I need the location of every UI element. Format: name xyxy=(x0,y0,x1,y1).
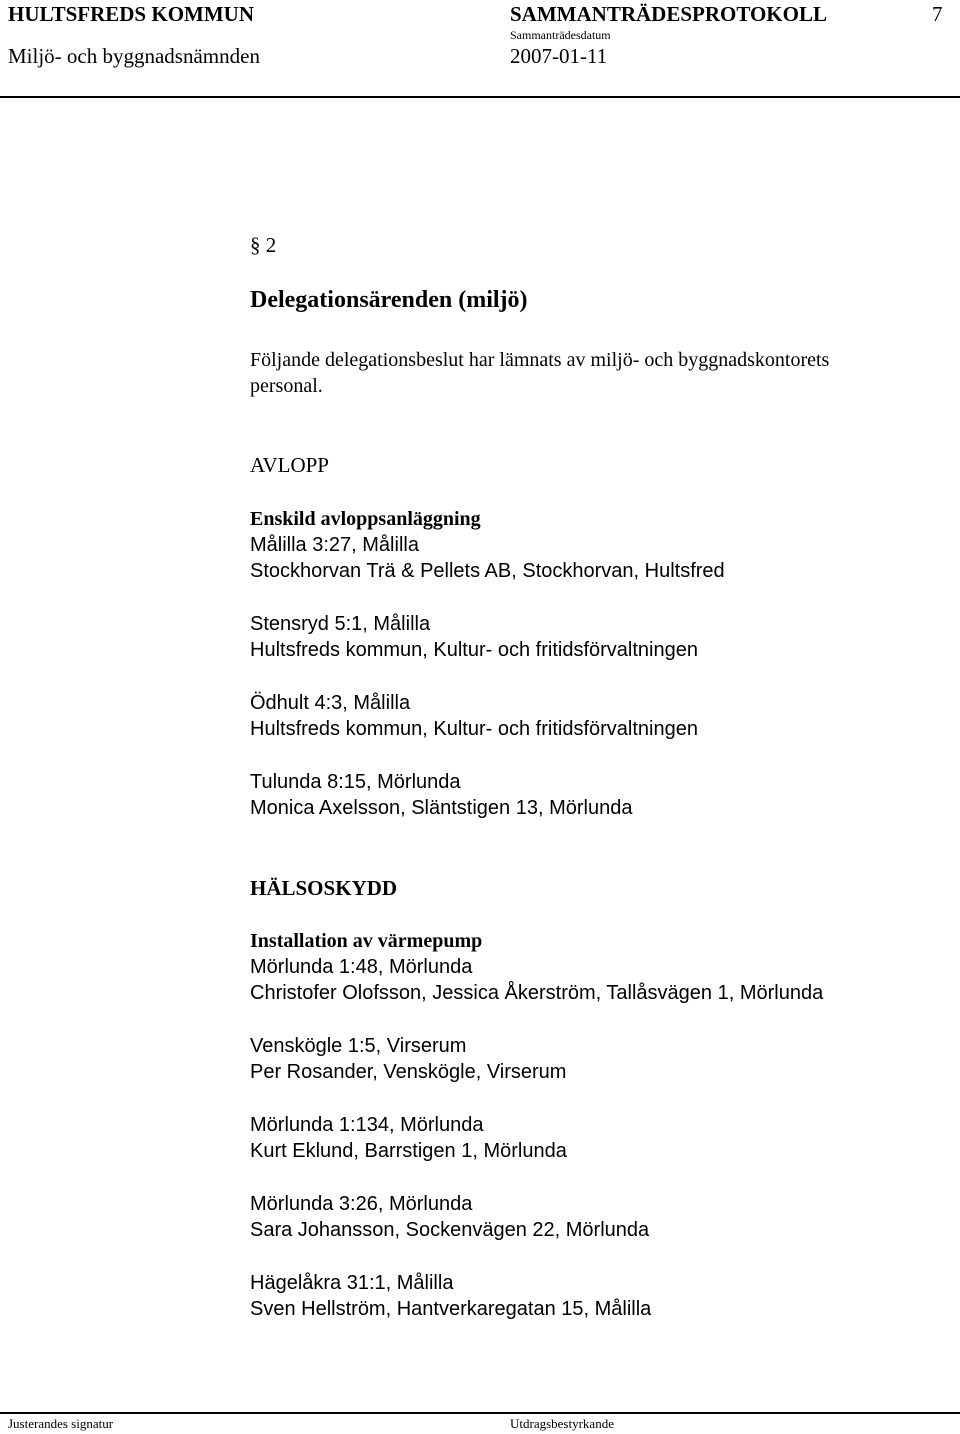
halsoskydd-item-4-party: Sara Johansson, Sockenvägen 22, Mörlunda xyxy=(250,1219,650,1241)
intro-line-1: Följande delegationsbeslut har lämnats av miljö- och byggnadskontorets xyxy=(250,349,830,371)
halsoskydd-heading: HÄLSOSKYDD xyxy=(250,876,398,900)
avlopp-item-3-party: Hultsfreds kommun, Kultur- och fritidsförvaltningen xyxy=(250,718,698,740)
header-rule xyxy=(0,96,960,98)
halsoskydd-item-1-party: Christofer Olofsson, Jessica Åkerström, Tallåsvägen 1, Mörlunda xyxy=(250,982,824,1004)
committee-name: Miljö- och byggnadsnämnden xyxy=(8,44,260,68)
document-type: SAMMANTRÄDESPROTOKOLL xyxy=(510,2,827,26)
footer-rule xyxy=(0,1412,960,1414)
avlopp-item-2-property: Stensryd 5:1, Målilla xyxy=(250,613,431,635)
avlopp-item-2-party: Hultsfreds kommun, Kultur- och fritidsförvaltningen xyxy=(250,639,698,661)
paragraph-title: Delegationsärenden (miljö) xyxy=(250,287,528,313)
avlopp-item-4-property: Tulunda 8:15, Mörlunda xyxy=(250,771,461,793)
halsoskydd-item-2-property: Venskögle 1:5, Virserum xyxy=(250,1035,467,1057)
halsoskydd-item-3-property: Mörlunda 1:134, Mörlunda xyxy=(250,1114,484,1136)
halsoskydd-item-4-property: Mörlunda 3:26, Mörlunda xyxy=(250,1193,473,1215)
section-symbol: § xyxy=(250,233,261,257)
page-number: 7 xyxy=(932,2,943,26)
date-label: Sammanträdesdatum xyxy=(510,28,611,42)
avlopp-item-4-party: Monica Axelsson, Släntstigen 13, Mörlunda xyxy=(250,797,633,819)
avlopp-subheading: Enskild avloppsanläggning xyxy=(250,508,481,530)
halsoskydd-item-5-party: Sven Hellström, Hantverkaregatan 15, Målilla xyxy=(250,1298,652,1320)
halsoskydd-item-3-party: Kurt Eklund, Barrstigen 1, Mörlunda xyxy=(250,1140,567,1162)
halsoskydd-item-2-party: Per Rosander, Venskögle, Virserum xyxy=(250,1061,567,1083)
paragraph-number xyxy=(250,233,276,258)
certification-label: Utdragsbestyrkande xyxy=(510,1416,614,1431)
municipality-name: HULTSFREDS KOMMUN xyxy=(8,2,255,26)
halsoskydd-item-1-property: Mörlunda 1:48, Mörlunda xyxy=(250,956,473,978)
avlopp-item-3-property: Ödhult 4:3, Målilla xyxy=(250,692,411,714)
halsoskydd-subheading: Installation av värmepump xyxy=(250,930,483,952)
signature-label: Justerandes signatur xyxy=(8,1416,114,1431)
avlopp-item-1-party: Stockhorvan Trä & Pellets AB, Stockhorvan, Hultsfred xyxy=(250,560,725,582)
meeting-date: 2007-01-11 xyxy=(510,44,608,68)
section-number: 2 xyxy=(265,233,277,257)
halsoskydd-item-5-property: Hägelåkra 31:1, Målilla xyxy=(250,1272,454,1294)
avlopp-heading: AVLOPP xyxy=(250,453,329,477)
avlopp-item-1-property: Målilla 3:27, Målilla xyxy=(250,534,419,556)
intro-line-2: personal. xyxy=(250,375,323,397)
